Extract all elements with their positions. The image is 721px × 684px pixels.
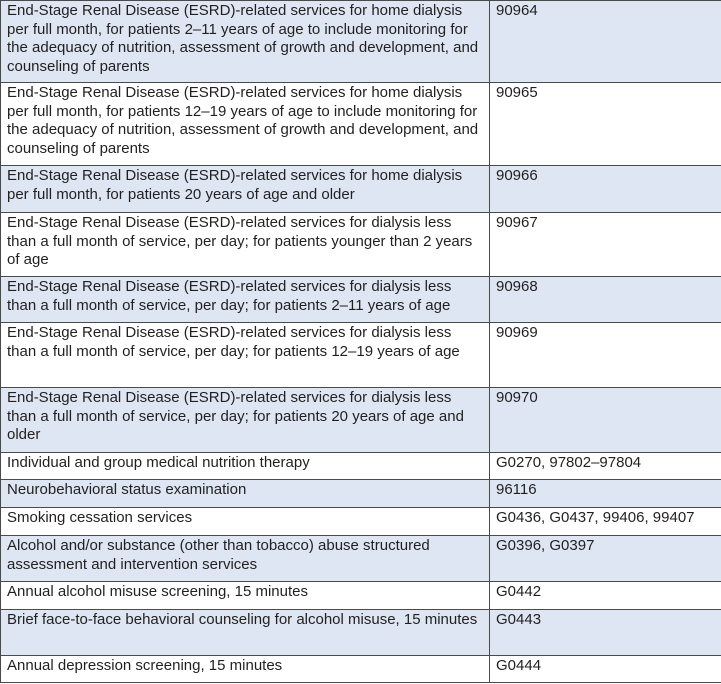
service-description: Brief face-to-face behavioral counseling for alcohol misuse, 15 minutes <box>1 610 490 656</box>
service-description: Neurobehavioral status examination <box>1 480 490 508</box>
table-row <box>1 508 721 536</box>
service-description: End-Stage Renal Disease (ESRD)-related services for dialysis less than a full month of service, per day; for patients 2–11 years of age <box>1 277 490 323</box>
service-description: End-Stage Renal Disease (ESRD)-related services for home dialysis per full month, for patients 2–11 years of age to include monitoring for the adequacy of nutrition, assessment of growth and development, and counseling of parents <box>1 1 490 83</box>
service-description: End-Stage Renal Disease (ESRD)-related services for dialysis less than a full month of service, per day; for patients 20 years of age and older <box>1 388 490 453</box>
table-row <box>1 277 721 323</box>
service-description: Annual depression screening, 15 minutes <box>1 656 490 683</box>
service-code: G0270, 97802–97804 <box>490 453 721 480</box>
table-row <box>1 1 721 83</box>
table-row <box>1 480 721 508</box>
service-code: G0396, G0397 <box>490 536 721 582</box>
service-description: Alcohol and/or substance (other than tobacco) abuse structured assessment and intervention services <box>1 536 490 582</box>
table-row <box>1 656 721 683</box>
service-code: 90964 <box>490 1 721 83</box>
service-code: 90970 <box>490 388 721 453</box>
service-code: 90966 <box>490 166 721 213</box>
service-code: 90968 <box>490 277 721 323</box>
service-code: G0442 <box>490 582 721 610</box>
service-description: End-Stage Renal Disease (ESRD)-related services for home dialysis per full month, for patients 12–19 years of age to include monitoring for the adequacy of nutrition, assessment of growth and development, and counseling of parents <box>1 83 490 166</box>
table-row <box>1 582 721 610</box>
service-code: 96116 <box>490 480 721 508</box>
service-code: 90969 <box>490 323 721 388</box>
table-row <box>1 388 721 453</box>
service-code: G0436, G0437, 99406, 99407 <box>490 508 721 536</box>
service-description: End-Stage Renal Disease (ESRD)-related services for dialysis less than a full month of service, per day; for patients 12–19 years of age <box>1 323 490 388</box>
table-row <box>1 83 721 166</box>
table-row <box>1 610 721 656</box>
service-description: End-Stage Renal Disease (ESRD)-related services for dialysis less than a full month of service, per day; for patients younger than 2 years of age <box>1 213 490 277</box>
service-description: Smoking cessation services <box>1 508 490 536</box>
service-description: End-Stage Renal Disease (ESRD)-related services for home dialysis per full month, for patients 20 years of age and older <box>1 166 490 213</box>
service-code: G0443 <box>490 610 721 656</box>
table-row <box>1 213 721 277</box>
service-description: Individual and group medical nutrition therapy <box>1 453 490 480</box>
table-row <box>1 323 721 388</box>
table-row <box>1 536 721 582</box>
service-code: 90967 <box>490 213 721 277</box>
service-code: 90965 <box>490 83 721 166</box>
service-code: G0444 <box>490 656 721 683</box>
table-row <box>1 166 721 213</box>
service-description: Annual alcohol misuse screening, 15 minutes <box>1 582 490 610</box>
table-row <box>1 453 721 480</box>
